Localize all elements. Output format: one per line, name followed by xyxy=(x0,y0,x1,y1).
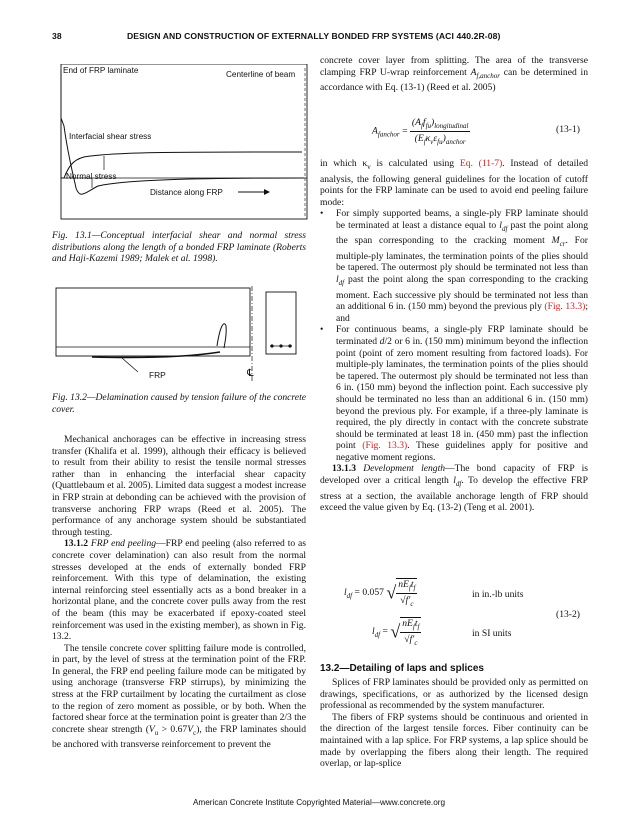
section-13-2-heading: 13.2—Detailing of laps and splices xyxy=(320,663,484,674)
text-run: past the point along the span corresponding to the cracking moment. Each successive ply should be terminated not less than an additional 6 in. (150 mm) beyond the previous ply xyxy=(336,274,588,313)
eq-fraction xyxy=(410,117,471,146)
arrow-head-icon xyxy=(264,189,270,195)
var-v: V xyxy=(187,723,194,735)
eq-coefficient: = 0.057 xyxy=(354,587,384,599)
figure-13-1-caption: Fig. 13.1—Conceptual interfacial shear and normal stress distributions along the length of a bonded FRP laminate (Roberts and Haji-Kazemi 1989; Malek et al. 1998). xyxy=(52,230,306,265)
num-sub: f xyxy=(417,622,420,631)
paragraph-uwrap-area xyxy=(320,55,588,94)
text-run: —The bond capacity of FRP is developed over a critical length xyxy=(320,463,588,487)
eq-lhs-sub: df xyxy=(374,631,381,640)
num-part: t xyxy=(414,618,418,629)
den-sub: fu xyxy=(437,137,443,146)
num-sub: fu xyxy=(425,121,432,130)
centerline-icon: ℄ xyxy=(247,368,254,379)
num-part: ) xyxy=(431,117,435,128)
eq-lhs-sub: fanchor xyxy=(377,130,400,139)
right-column-intro xyxy=(320,55,588,94)
sub-v: v xyxy=(367,162,371,171)
label-centerline: Centerline of beam xyxy=(226,70,296,79)
eq-radical: $\frac{nE_ft_f}{√f'_c}$ xyxy=(402,618,420,647)
den-part: κ xyxy=(425,132,431,144)
units-si: in SI units xyxy=(472,628,512,639)
frp-leader-line xyxy=(122,358,138,372)
label-distance-along-frp: Distance along FRP xyxy=(150,188,223,197)
var-l: l xyxy=(499,219,502,231)
text-run: /2 or 6 in. (150 mm) minimum beyond the inflection point (point of zero moment resulting from factored loads). For multiple-ply laminates, the termination points of the plies should be tapered. The outermost ply should be terminated not less than 6 in. (150 mm) beyond the inflection point. Each successive ply should be terminated no less than an additional 6 in. (150 mm) beyond the previous ply. For example, if a three-ply laminate is required, the ply directly in contact with the concrete substrate should be terminated at least 18 in. (450 mm) past the inflection point xyxy=(336,335,588,452)
sub-df: df xyxy=(338,278,345,287)
section-body: —FRP end peeling (also referred to as concrete cover delamination) can also result from the normal stresses developed at the ends of externally bonded FRP reinforcement. With this type of delamination, the existing internal reinforcing steel essentially acts as a bond breaker in a horizontal plane, and the concrete cover pulls away from the rest of the beam (this may be exacerbated if epoxy-coated steel reinforcement was used in the existing member), as shown in Fig. 13.2. xyxy=(52,538,306,643)
var-v: V xyxy=(148,723,155,735)
num-sub: f xyxy=(408,583,411,592)
var-m: M xyxy=(551,235,560,247)
den-part: ε xyxy=(433,132,438,144)
den-sub: c xyxy=(410,599,414,608)
den-part: f′ xyxy=(405,594,411,606)
copyright-footer: American Concrete Institute Copyrighted Material—www.concrete.org xyxy=(192,798,446,807)
text-run: past the point along the span corresponding to the cracking moment xyxy=(336,219,588,247)
text-run: can be determined in accordance with Eq. (13-1) (Reed et al. 2005) xyxy=(320,66,588,94)
den-sub: c xyxy=(414,638,418,647)
left-column xyxy=(52,434,306,751)
num-part: nE xyxy=(398,579,409,590)
paragraph-fiber-continuity: The fibers of FRP systems should be continuous and oriented in the direction of the largest tensile forces. Fiber continuity can be maintained with a lap splice. For FRP systems, a lap splice should be made by overlapping the fibers along their length. The required overlap, or lap-splice xyxy=(320,711,588,770)
text-run: is calculated using xyxy=(370,158,460,169)
num-part: t xyxy=(410,579,414,590)
den-part: f′ xyxy=(409,633,415,645)
section-13-1-3 xyxy=(320,463,588,513)
text-run: ), the FRP laminates should be anchored with transverse reinforcement to prevent the xyxy=(52,723,306,751)
beam-elevation xyxy=(56,288,250,356)
sub-fanchor: f,anchor xyxy=(476,71,500,80)
den-part: ) xyxy=(442,132,446,144)
text-run: . For multiple-ply laminates, the termination points of the plies should be tapered. The outermost ply should be terminated not less than xyxy=(336,235,589,274)
rebar-dot xyxy=(279,344,282,347)
frp-laminate xyxy=(92,352,220,357)
paragraph-guidelines xyxy=(320,158,588,208)
section-number: 13.1.3 xyxy=(332,463,356,475)
eq-lhs: l xyxy=(344,587,347,599)
figure-13-2 xyxy=(52,286,308,384)
num-part: f xyxy=(422,117,426,128)
text-run: The tensile concrete cover splitting failure mode is controlled, in part, by the level of stress at the termination point of the FRP. In general, the FRP end peeling failure mode can be mitigated by using anchorage (transverse FRP stirrups), by minimizing the stress at the FRP curtailment by locating the curtailment as close to the region of zero moment as possible, or by both. When the factored shear force at the termination point is greater than 2/3 the concrete shear strength ( xyxy=(52,642,306,735)
equation-13-2-line1: $l_{df} = 0.057$ √ $\frac{nE_ft_f}{√f'_c}$ xyxy=(344,579,416,608)
paragraph-splices: Splices of FRP laminates should be provided only as permitted on drawings, specifications, or as authorized by the licensed design professional as recommended by the system manufacturer. xyxy=(320,677,588,712)
den-sub: v xyxy=(430,137,434,146)
equation-13-2-line2: $l_{df}$ = √ $\frac{nE_ft_f}{√f'_c}$ xyxy=(372,618,420,647)
sub-df: df xyxy=(455,479,462,488)
sub-df: df xyxy=(501,224,508,233)
label-frp: FRP xyxy=(149,370,166,380)
den-sub: f xyxy=(423,137,426,146)
normal-stress-curve xyxy=(61,118,304,194)
section-title: Development length xyxy=(363,463,446,475)
text-run: For continuous beams, a single-ply FRP laminate should be terminated xyxy=(336,324,588,347)
text-run: . These guidelines apply for positive and negative moment regions. xyxy=(336,440,588,463)
num-part: (A xyxy=(411,117,421,128)
text-run: For simply supported beams, a single-ply FRP laminate should be terminated at least a distance equal to xyxy=(336,208,588,231)
page-number: 38 xyxy=(52,31,62,41)
units-in-lb: in in.-lb units xyxy=(472,589,524,600)
sub-c: c xyxy=(193,728,197,737)
num-sub: f xyxy=(413,583,416,592)
var-l: l xyxy=(336,274,339,286)
right-column-guidelines xyxy=(320,158,588,514)
equation-13-2-number: (13-2) xyxy=(556,609,580,620)
equation-13-1-number: (13-1) xyxy=(556,124,580,135)
text-run: in which κ xyxy=(320,158,368,169)
text-run: . To develop the effective FRP stress at a section, the available anchorage length of FRP should exceed the value given by Eq. (13-2) (Teng et al. 2001). xyxy=(320,475,588,514)
eq-radical: $\frac{nE_ft_f}{√f'_c}$ xyxy=(398,579,416,608)
shear-stress-curve xyxy=(61,70,302,178)
label-end-of-frp: End of FRP laminate xyxy=(63,66,139,75)
rebar-dot xyxy=(288,344,291,347)
sub-cr: cr xyxy=(559,240,566,249)
delamination-crack xyxy=(217,324,226,348)
text-run: ; and xyxy=(336,301,589,324)
figure-13-2-caption: Fig. 13.2—Delamination caused by tension failure of the concrete cover. xyxy=(52,392,306,415)
figure-13-1 xyxy=(52,64,308,224)
bullet-icon: • xyxy=(320,324,324,336)
eq-lhs: A xyxy=(372,125,378,137)
num-sub: f xyxy=(412,622,415,631)
den-sub: anchor xyxy=(445,137,466,146)
sub-u: u xyxy=(154,728,159,737)
fig-13-3-link[interactable]: (Fig. 13.3) xyxy=(544,301,586,313)
section-number: 13.1.2 xyxy=(64,538,88,550)
eq-lhs: l xyxy=(372,626,375,638)
bullet-continuous xyxy=(320,324,588,463)
num-sub: f xyxy=(420,121,423,130)
num-sub: longitudinal xyxy=(434,121,469,130)
section-title: FRP end peeling xyxy=(90,538,157,550)
rebar-dot xyxy=(270,344,273,347)
section-13-2-body xyxy=(320,677,588,770)
bullet-simply-supported xyxy=(320,208,588,324)
num-part: nE xyxy=(402,618,413,629)
equation-13-1: $A_{fanchor}$ = $\frac{(A_ff_{fu})_{longitudinal}}{(E_f\kappa_v\varepsilon_{fu})_{anchor}}$ xyxy=(372,117,469,146)
paragraph-mechanical-anchorages: Mechanical anchorages can be effective in increasing stress transfer (Khalifa et al. 1999), although their efficacy is believed to result from their ability to resist the tensile normal stresses rather than in enhancing the interfacial shear capacity (Quattlebaum et al. 2005). Limited data suggest a modest increase in FRP strain at debonding can be achieved with the provision of transverse anchoring FRP wraps (Reed et al. 2005). The performance of any anchorage system should be substantiated through testing. xyxy=(52,434,306,538)
eq-11-7-link[interactable]: Eq. (11-7) xyxy=(459,158,503,169)
text-run: concrete cover layer from splitting. The area of the transverse clamping FRP U-wrap reinforcement xyxy=(320,55,588,78)
var-l: l xyxy=(453,475,456,487)
label-shear-stress: Interfacial shear stress xyxy=(69,132,152,141)
var-d: d xyxy=(379,335,385,347)
paragraph-cover-splitting xyxy=(52,643,306,751)
text-run: . Instead of detailed analysis, the following general guidelines for the location of cutoff points for the FRP laminate can be used to avoid end peeling failure mode: xyxy=(320,158,588,208)
text-run: > 0.67 xyxy=(158,723,188,735)
running-title: DESIGN AND CONSTRUCTION OF EXTERNALLY BONDED FRP SYSTEMS (ACI 440.2R-08) xyxy=(127,31,501,41)
section-13-1-2 xyxy=(52,538,306,642)
bullet-icon: • xyxy=(320,208,324,220)
den-part: (E xyxy=(414,132,424,144)
fig-13-3-link[interactable]: (Fig. 13.3) xyxy=(362,440,408,452)
label-normal-stress: Normal stress xyxy=(66,172,117,181)
var-a: A xyxy=(470,66,477,78)
eq-lhs-sub: df xyxy=(346,592,353,601)
